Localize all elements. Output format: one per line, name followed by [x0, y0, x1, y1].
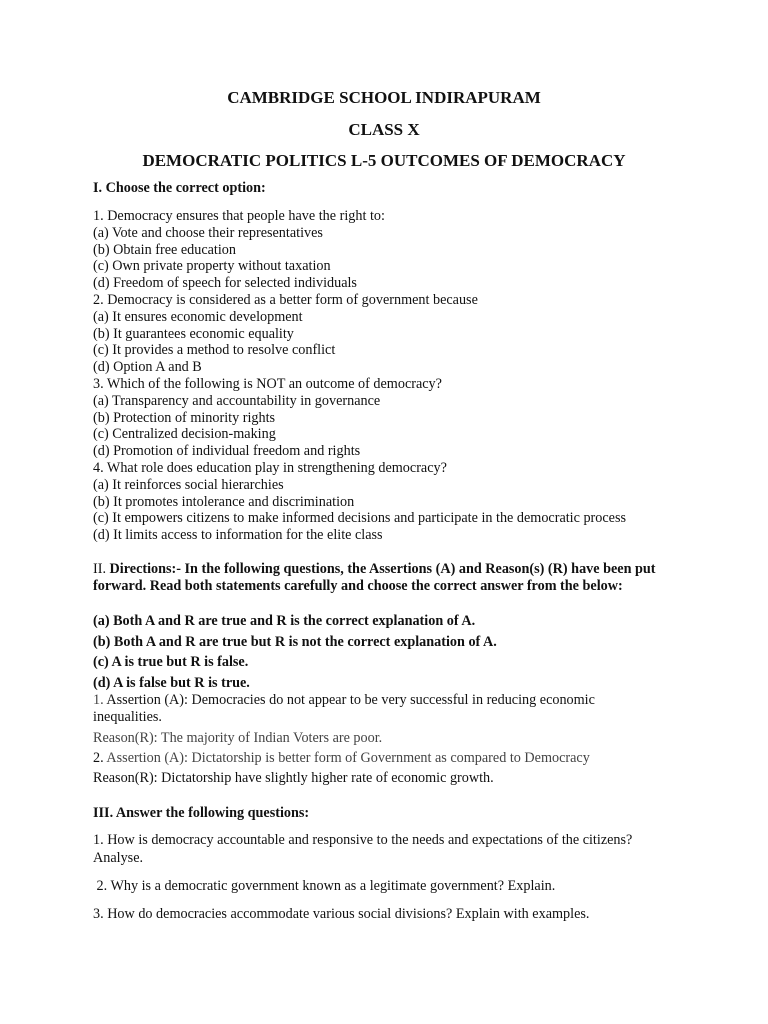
- section-2-choices: [93, 611, 693, 693]
- q2-option-d: (d) Option A and B: [93, 359, 202, 376]
- section-3-heading-block: [93, 805, 693, 822]
- assertion-1-number: 1.: [93, 692, 107, 708]
- q4-option-b: (b) It promotes intolerance and discrimination: [93, 493, 355, 510]
- subject-title: DEMOCRATIC POLITICS L-5 OUTCOMES OF DEMOCRACY: [142, 151, 626, 170]
- q1-option-a: (a) Vote and choose their representatives: [93, 224, 323, 241]
- section-2-title-wrap: [93, 561, 673, 594]
- q3-option-b: (b) Protection of minority rights: [93, 409, 276, 426]
- reason-2-block: [93, 770, 693, 787]
- question-3: 3. Which of the following is NOT an outcome of democracy?: [93, 375, 442, 392]
- section-1-questions: [93, 208, 693, 544]
- section-1-heading-block: [93, 180, 693, 197]
- q3-option-d: (d) Promotion of individual freedom and rights: [93, 443, 361, 460]
- section-3-q2-block: [93, 878, 693, 895]
- assertion-2-text: Assertion (A): Dictatorship is better form of Government as compared to Democracy: [106, 750, 590, 766]
- section-3-q3-block: [93, 906, 693, 923]
- reason-2: Reason(R): Dictatorship have slightly higher rate of economic growth.: [93, 770, 494, 786]
- q4-option-d: (d) It limits access to information for the elite class: [93, 527, 383, 544]
- q2-option-a: (a) It ensures economic development: [93, 308, 303, 325]
- section-3-q1-block: [93, 832, 638, 867]
- question-1: 1. Democracy ensures that people have the right to:: [93, 208, 385, 224]
- q3-option-a: (a) Transparency and accountability in governance: [93, 392, 381, 409]
- class-title: CLASS X: [348, 120, 420, 139]
- q3-option-c: (c) Centralized decision-making: [93, 426, 276, 443]
- section-2-number: II.: [93, 561, 110, 577]
- q2-option-b: (b) It guarantees economic equality: [93, 325, 294, 342]
- q4-option-c: (c) It empowers citizens to make informed decisions and participate in the democratic process: [93, 510, 627, 527]
- assertion-1-text: Assertion (A): Democracies do not appear to be very successful in reducing economic inequalities.: [93, 692, 595, 725]
- section-3-title: III. Answer the following questions:: [93, 805, 310, 821]
- choice-c: (c) A is true but R is false.: [93, 654, 249, 670]
- q2-option-c: (c) It provides a method to resolve conflict: [93, 342, 336, 359]
- question-2: 2. Democracy is considered as a better form of government because: [93, 291, 478, 308]
- choice-d: (d) A is false but R is true.: [93, 674, 250, 691]
- section-1-title: I. Choose the correct option:: [93, 180, 266, 196]
- assertion-2: [93, 750, 693, 767]
- assertion-2-number: 2.: [93, 750, 107, 766]
- section-3-question-3: 3. How do democracies accommodate various social divisions? Explain with examples.: [93, 906, 590, 922]
- school-name: CAMBRIDGE SCHOOL INDIRAPURAM: [227, 88, 541, 107]
- assertion-1: [93, 692, 653, 726]
- q4-option-a: (a) It reinforces social hierarchies: [93, 476, 284, 493]
- section-2-directions: [93, 561, 673, 594]
- section-2-title: Directions:- In the following questions, the Assertions (A) and Reason(s) (R) have been put forward. Read both statements carefully and choose the correct answer from the below:: [93, 561, 656, 594]
- q1-option-c: (c) Own private property without taxation: [93, 258, 331, 275]
- assertion-1-block: [93, 692, 653, 726]
- q1-option-d: (d) Freedom of speech for selected individuals: [93, 275, 357, 292]
- q1-option-b: (b) Obtain free education: [93, 241, 236, 258]
- choice-b: (b) Both A and R are true but R is not the correct explanation of A.: [93, 633, 497, 650]
- assertion-2-block: [93, 750, 693, 767]
- question-4: 4. What role does education play in strengthening democracy?: [93, 459, 447, 476]
- choice-a: (a) Both A and R are true and R is the correct explanation of A.: [93, 613, 476, 629]
- section-3-question-1: 1. How is democracy accountable and responsive to the needs and expectations of the citizens? Analyse.: [93, 832, 633, 866]
- reason-1-block: [93, 730, 693, 747]
- reason-1: Reason(R): The majority of Indian Voters are poor.: [93, 730, 383, 746]
- section-3-question-2: 2. Why is a democratic government known as a legitimate government? Explain.: [93, 878, 556, 894]
